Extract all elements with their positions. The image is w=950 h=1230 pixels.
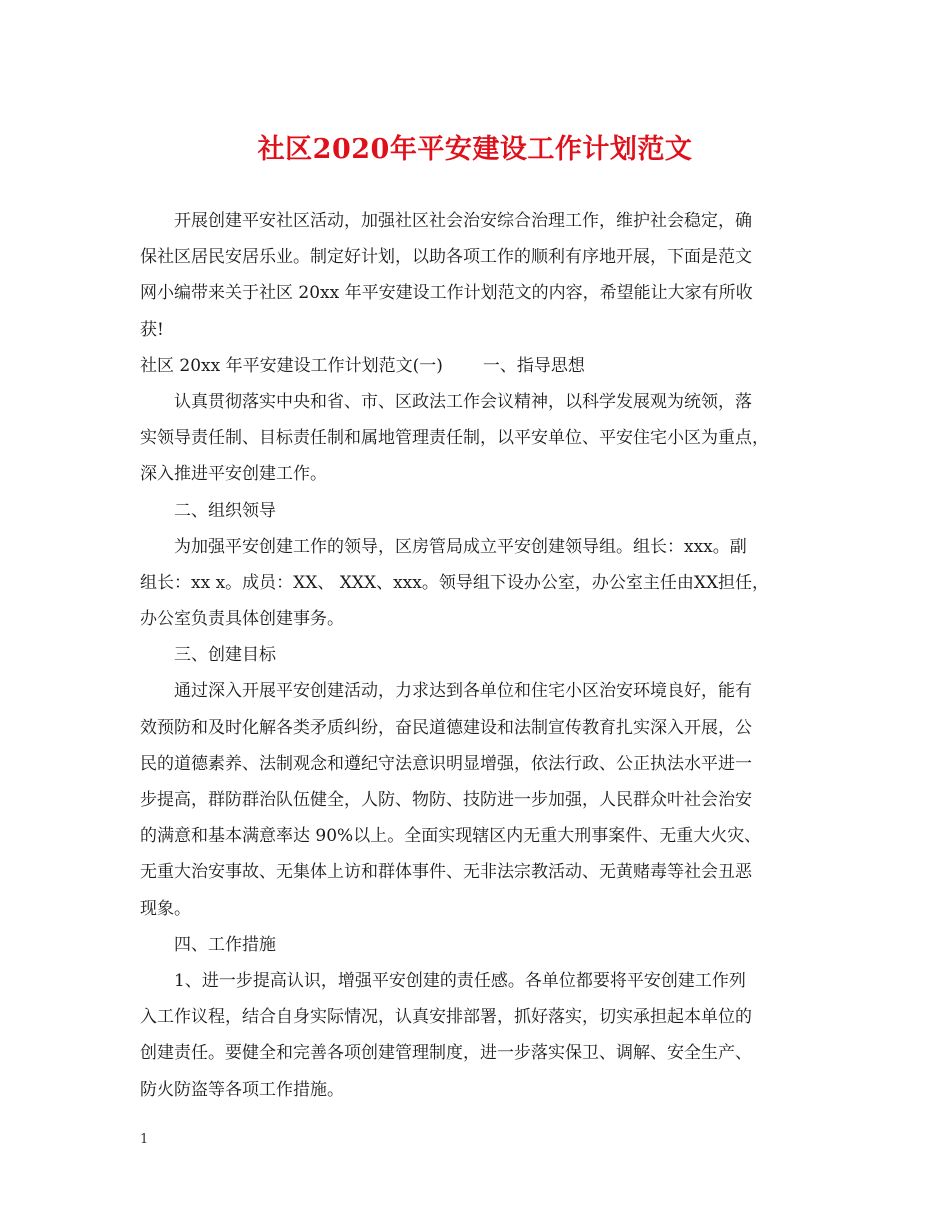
text-line: 民的道德素养、法制观念和遵纪守法意识明显增强，依法行政、公正执法水平进一 <box>140 753 752 774</box>
text-line: 保社区居民安居乐业。制定好计划，以助各项工作的顺利有序地开展，下面是范文 <box>140 247 752 268</box>
text-line: 无重大治安事故、无集体上访和群体事件、无非法宗教活动、无黄赌毒等社会丑恶 <box>140 862 752 883</box>
text-line: 深入推进平安创建工作。 <box>140 464 327 485</box>
page-number: 1 <box>140 1132 149 1147</box>
text-line: 为加强平安创建工作的领导，区房管局成立平安创建领导组。组长：xxx。副 <box>174 536 747 557</box>
document-title: 社区2020年平安建设工作计划范文 <box>257 134 693 165</box>
text-line: 创建责任。要健全和完善各项创建管理制度，进一步落实保卫、调解、安全生产、 <box>140 1043 752 1064</box>
text-line: 步提高，群防群治队伍健全，人防、物防、技防进一步加强，人民群众叶社会治安 <box>140 790 752 810</box>
text-line: 入工作议程，结合自身实际情况，认真安排部署，抓好落实，切实承担起本单位的 <box>140 1007 752 1028</box>
text-line: 防火防盗等各项工作措施。 <box>140 1079 344 1100</box>
text-line: 开展创建平安社区活动，加强社区社会治安综合治理工作，维护社会稳定，确 <box>174 211 752 231</box>
text-line: 效预防和及时化解各类矛质纠纷，奋民道德建设和法制宣传教育扎实深入开展，公 <box>140 717 752 738</box>
text-line: 1、进一步提高认识，增强平安创建的责任感。各单位都要将平安创建工作列 <box>174 970 746 991</box>
section-heading: 二、组织领导 <box>174 500 276 521</box>
text-line: 组长：xx x。成员：XX、 XXX、xxx。领导组下设办公室，办公室主任由XX担任， <box>140 572 770 593</box>
section-heading: 三、创建目标 <box>174 645 276 666</box>
text-line: 网小编带来关于社区 20xx 年平安建设工作计划范文的内容，希望能让大家有所收 <box>140 283 753 304</box>
text-line: 认真贯彻落实中央和省、市、区政法工作会议精神，以科学发展观为统领，落 <box>174 391 752 412</box>
section-heading-line <box>140 348 820 384</box>
document-body <box>140 203 820 1108</box>
text-line: 现象。 <box>140 898 191 919</box>
section-heading: 一、指导思想 <box>482 355 585 376</box>
text-line: 办公室负责具体创建事务。 <box>140 609 344 630</box>
text-line: 的满意和基本满意率达 90%以上。全面实现辖区内无重大刑事案件、无重大火灾、 <box>140 826 762 847</box>
article-subtitle: 社区 20xx 年平安建设工作计划范文(一) <box>140 355 443 376</box>
text-line: 获! <box>140 319 164 340</box>
text-line: 通过深入开展平安创建活动，力求达到各单位和住宅小区治安环境良好，能有 <box>174 681 752 702</box>
text-line: 实领导责任制、目标责任制和属地管理责任制，以平安单位、平安住宅小区为重点， <box>140 428 769 449</box>
section-heading: 四、工作措施 <box>174 934 276 955</box>
